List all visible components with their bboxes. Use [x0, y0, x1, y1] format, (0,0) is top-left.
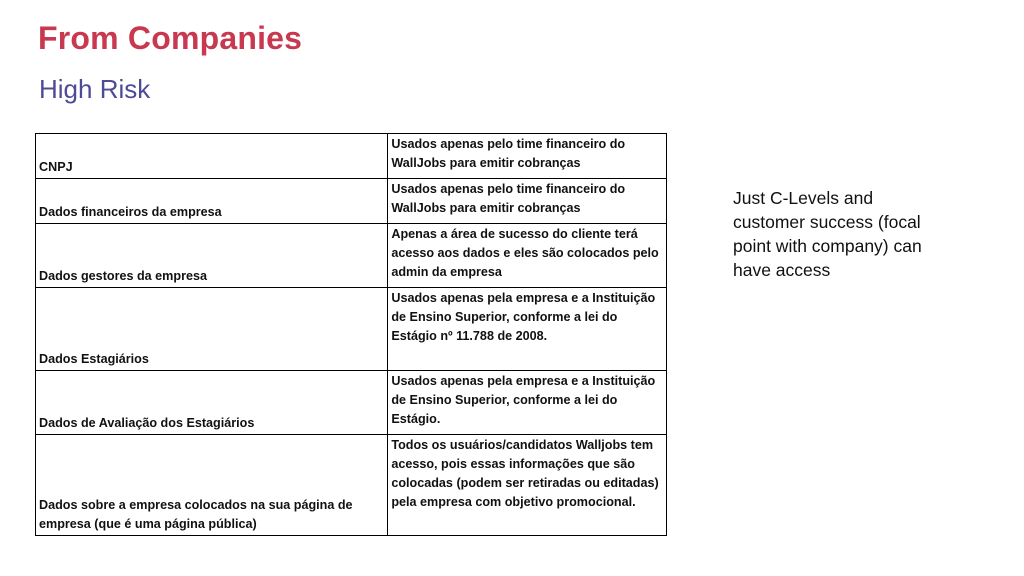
- page-title: From Companies: [38, 20, 303, 56]
- table-row: [36, 288, 667, 371]
- usage-policy-cell: Apenas a área de sucesso do cliente terá acesso aos dados e eles são colocados pelo admin da empresa: [388, 224, 667, 288]
- usage-policy-cell: Usados apenas pela empresa e a Instituição de Ensino Superior, conforme a lei do Estágio.: [388, 371, 667, 435]
- usage-policy-cell: Todos os usuários/candidatos Walljobs tem acesso, pois essas informações que são colocadas (podem ser retiradas ou editadas) pela empresa com objetivo promocional.: [388, 435, 667, 536]
- data-field-cell: Dados financeiros da empresa: [36, 179, 388, 224]
- usage-policy-cell: Usados apenas pelo time financeiro do WallJobs para emitir cobranças: [388, 134, 667, 179]
- usage-policy-cell: Usados apenas pelo time financeiro do WallJobs para emitir cobranças: [388, 179, 667, 224]
- data-field-cell: Dados Estagiários: [36, 288, 388, 371]
- table-row: [36, 134, 667, 179]
- table-row: [36, 179, 667, 224]
- data-field-cell: Dados de Avaliação dos Estagiários: [36, 371, 388, 435]
- data-field-cell: Dados sobre a empresa colocados na sua página de empresa (que é uma página pública): [36, 435, 388, 536]
- access-note: Just C-Levels and customer success (focal point with company) can have access: [733, 188, 922, 280]
- data-field-cell: CNPJ: [36, 134, 388, 179]
- data-usage-table: [35, 133, 667, 536]
- data-field-cell: Dados gestores da empresa: [36, 224, 388, 288]
- page-subtitle: High Risk: [39, 74, 151, 104]
- usage-policy-cell: Usados apenas pela empresa e a Instituição de Ensino Superior, conforme a lei do Estágio nº 11.788 de 2008.: [388, 288, 667, 371]
- table-row: [36, 435, 667, 536]
- table-row: [36, 371, 667, 435]
- table-row: [36, 224, 667, 288]
